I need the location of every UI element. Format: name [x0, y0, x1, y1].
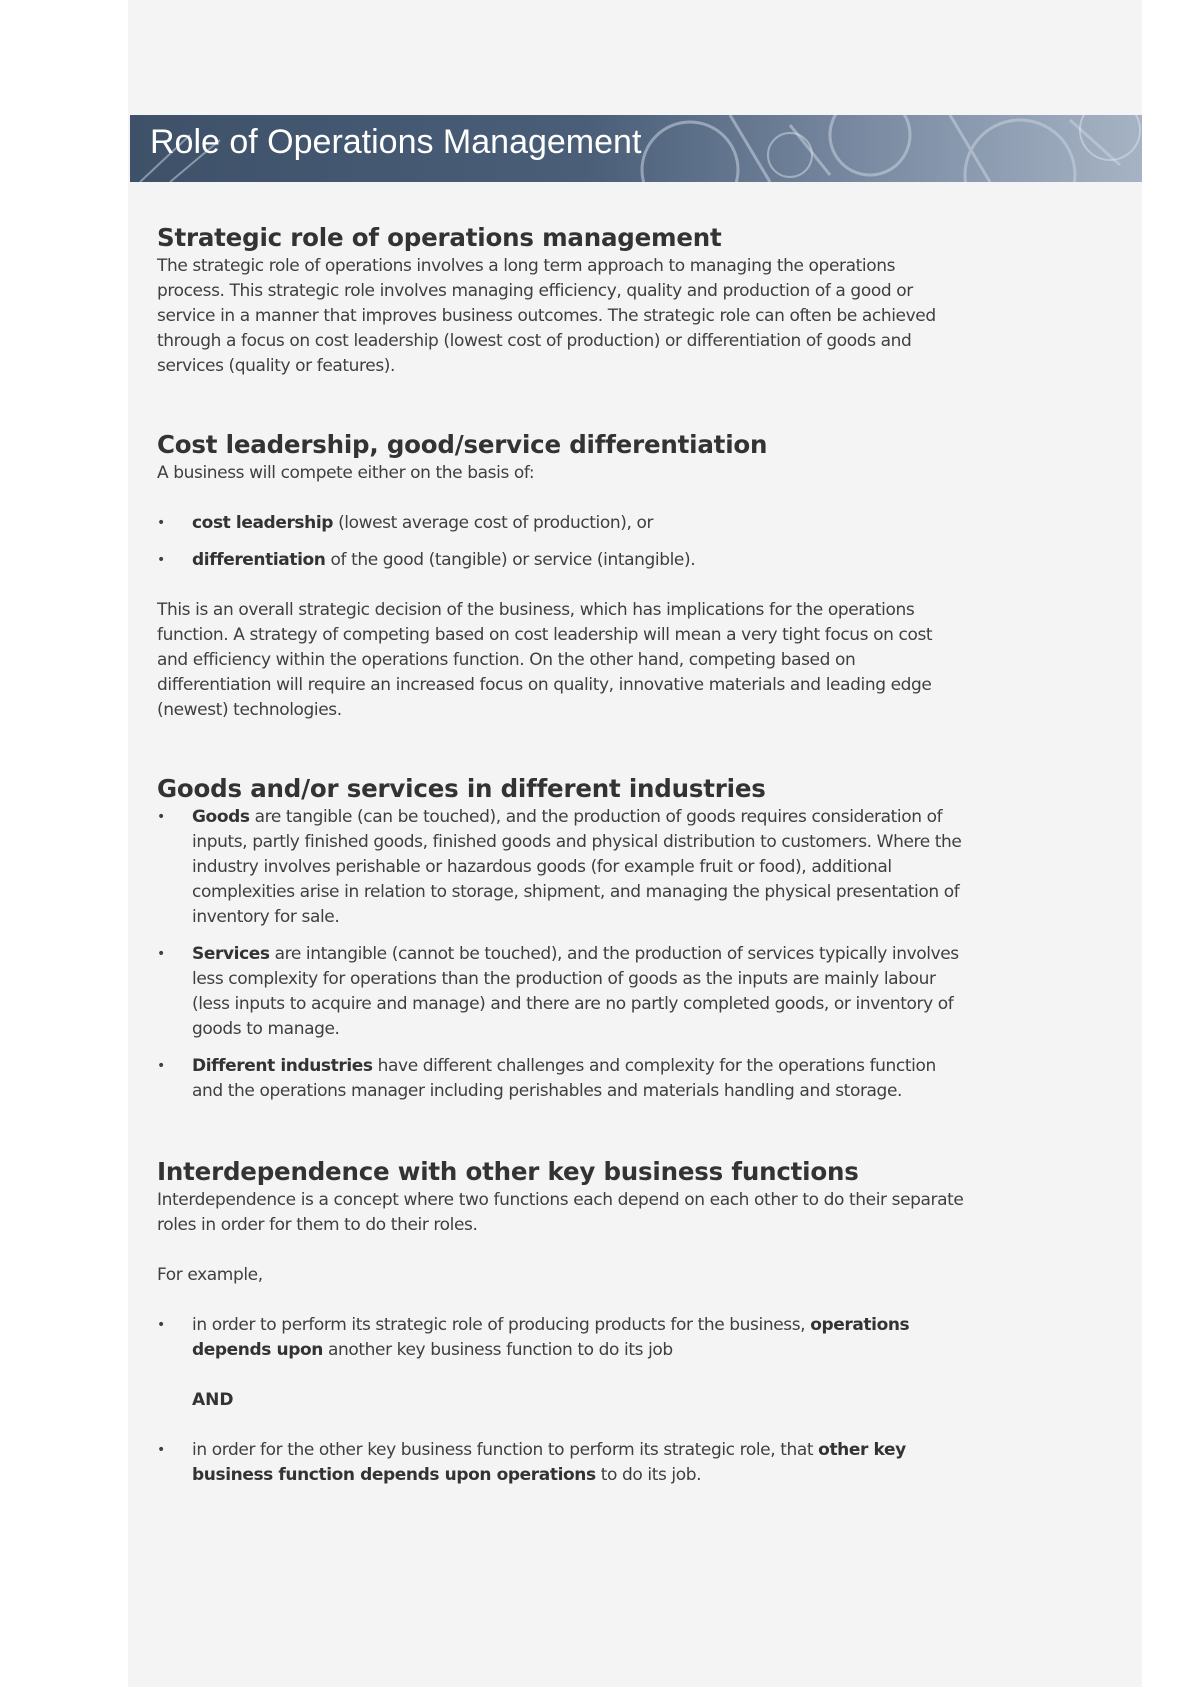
bullet-list — [157, 1313, 967, 1363]
item-text: have different challenges and complexity for the operations function and the operations manager including perishables and materials handling and storage. — [192, 1056, 936, 1101]
section-goods-services — [157, 773, 967, 1104]
section-paragraph: This is an overall strategic decision of the business, which has implications for the operations function. A strategy of competing based on cost leadership will mean a very tight focus on cost and efficiency within the operations function. On the other hand, competing based on differentiation will require an increased focus on quality, innovative materials and leading edge (newest) technologies. — [157, 600, 933, 720]
section-heading: Cost leadership, good/service differentiation — [157, 430, 768, 459]
section-intro: A business will compete either on the basis of: — [157, 463, 535, 483]
item-text: to do its job. — [595, 1465, 702, 1485]
item-text: another key business function to do its job — [322, 1340, 673, 1360]
section-heading: Strategic role of operations management — [157, 223, 722, 252]
bullet-icon: • — [157, 1058, 165, 1074]
bold-term: operations depends upon — [192, 1315, 910, 1360]
item-text: in order to perform its strategic role of producing products for the business, — [192, 1315, 811, 1335]
bold-term: differentiation — [192, 550, 326, 570]
bullet-list — [157, 805, 967, 1104]
section-cost-leadership — [157, 429, 967, 723]
bold-term: Services — [192, 944, 270, 964]
main-content — [157, 222, 967, 1488]
bullet-icon: • — [157, 946, 165, 962]
bullet-icon: • — [157, 809, 165, 825]
item-text: are intangible (cannot be touched), and the production of services typically involves less complexity for operations than the production of goods as the inputs are mainly labour (less inputs to acquire and manage) and there are no partly completed goods, or inventory of goods to manage. — [192, 944, 959, 1039]
list-item — [157, 548, 967, 573]
list-item — [157, 942, 967, 1042]
example-label: For example, — [157, 1265, 263, 1285]
section-heading: Goods and/or services in different industries — [157, 774, 766, 803]
section-intro: Interdependence is a concept where two functions each depend on each other to do their separate roles in order for them to do their roles. — [157, 1190, 964, 1235]
bullet-icon: • — [157, 1317, 165, 1333]
list-item — [157, 1438, 967, 1488]
list-item — [157, 805, 967, 930]
list-item — [157, 1054, 967, 1104]
bold-term: Goods — [192, 807, 250, 827]
bold-term: cost leadership — [192, 513, 334, 533]
list-item — [157, 1313, 967, 1363]
item-text: are tangible (can be touched), and the production of goods requires consideration of inputs, partly finished goods, finished goods and physical distribution to customers. Where the industry involves perishable or hazardous goods (for example fruit or food), additional complexities arise in relation to storage, shipment, and managing the physical presentation of inventory for sale. — [192, 807, 962, 927]
page-title: Role of Operations Management — [150, 123, 642, 161]
bullet-icon: • — [157, 552, 165, 568]
bullet-icon: • — [157, 515, 165, 531]
list-item — [157, 511, 967, 536]
title-banner — [130, 115, 1142, 182]
section-interdependence — [157, 1156, 967, 1488]
bold-term: Different industries — [192, 1056, 373, 1076]
item-text: in order for the other key business function to perform its strategic role, that — [192, 1440, 819, 1460]
bullet-icon: • — [157, 1442, 165, 1458]
section-paragraph: The strategic role of operations involves a long term approach to managing the operations process. This strategic role involves managing efficiency, quality and production of a good or service in a manner that improves business outcomes. The strategic role can often be achieved through a focus on cost leadership (lowest cost of production) or differentiation of goods and services (quality or features). — [157, 256, 936, 376]
item-text: (lowest average cost of production), or — [333, 513, 654, 533]
bullet-list — [157, 511, 967, 573]
section-heading: Interdependence with other key business functions — [157, 1157, 859, 1186]
item-text: of the good (tangible) or service (intangible). — [325, 550, 696, 570]
bullet-list — [157, 1438, 967, 1488]
bold-term: other key business function depends upon operations — [192, 1440, 906, 1485]
section-strategic-role — [157, 222, 967, 379]
and-label: AND — [192, 1390, 234, 1410]
